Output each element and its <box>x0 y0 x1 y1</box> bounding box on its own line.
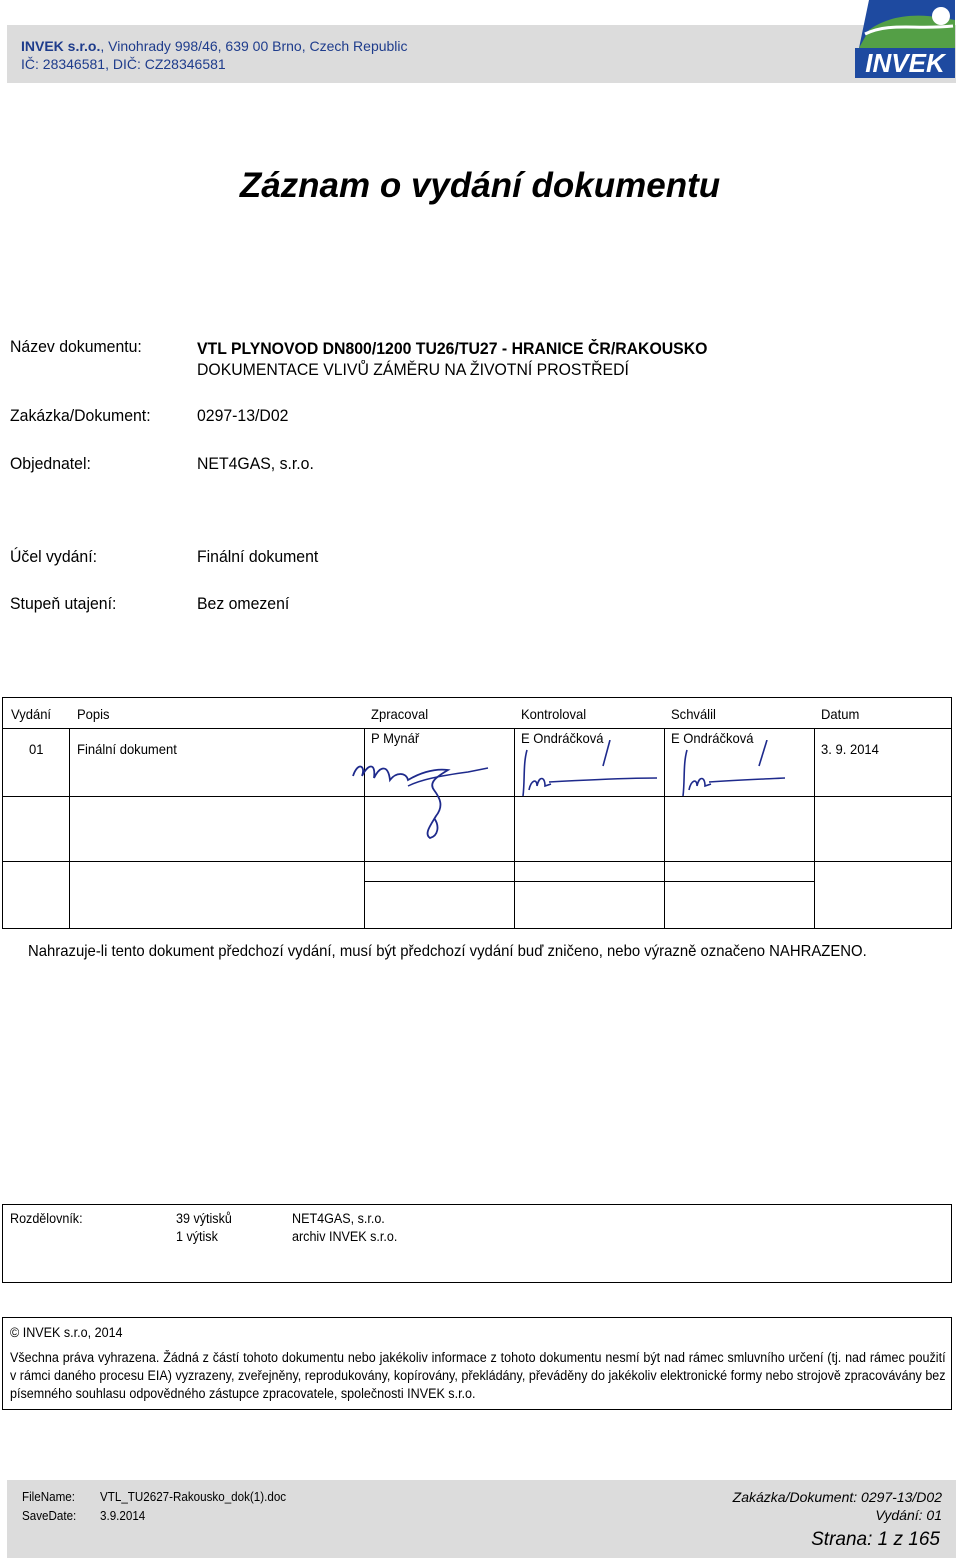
row-issue: 01 <box>29 741 44 757</box>
savedate-value: 3.9.2014 <box>100 1509 146 1523</box>
secrecy-value: Bez omezení <box>197 594 290 613</box>
row-checked: E Ondráčková <box>521 730 604 746</box>
col-date-header: Datum <box>821 706 860 722</box>
footer-edition: Vydání: 01 <box>875 1507 942 1523</box>
company-address: , Vinohrady 998/46, 639 00 Brno, Czech Republic <box>100 38 408 54</box>
document-name-line2: DOKUMENTACE VLIVŮ ZÁMĚRU NA ŽIVOTNÍ PROSTŘEDÍ <box>197 360 629 379</box>
col-prepared-header: Zpracoval <box>371 706 429 722</box>
company-name: INVEK s.r.o. <box>21 38 101 54</box>
invek-logo <box>855 0 955 78</box>
distribution-label: Rozdělovník: <box>10 1211 83 1226</box>
header-company <box>21 38 408 54</box>
header-band <box>7 25 956 83</box>
row-date: 3. 9. 2014 <box>821 741 879 757</box>
col-checked-header: Kontroloval <box>521 706 587 722</box>
row-description: Finální dokument <box>77 741 177 757</box>
signature-checked <box>515 740 665 800</box>
footer-order: Zakázka/Dokument: 0297-13/D02 <box>732 1489 942 1505</box>
order-label: Zakázka/Dokument: <box>10 406 151 425</box>
row-approved: E Ondráčková <box>671 730 754 746</box>
col-issue-header: Vydání <box>11 706 52 722</box>
document-name-label: Název dokumentu: <box>10 337 142 356</box>
col-description-header: Popis <box>77 706 110 722</box>
distribution-count-1: 39 výtisků <box>176 1211 232 1226</box>
row-prepared: P Mynář <box>371 730 420 746</box>
header-ids: IČ: 28346581, DIČ: CZ28346581 <box>21 56 226 72</box>
rights-text: Všechna práva vyhrazena. Žádná z částí tohoto dokumentu nebo jakékoliv informace z tohoto dokumentu nesmí být nad rámec smluvního určení (tj. nad rámec použití v rámci daného procesu EIA) vyzrazeny, zveřejněny, reprodukovány, kopírovány, překládány, převáděny do jakékoliv elektronické formy nebo strojově zpracovávány bez písemného souhlasu odpovědného zástupce zpracovatele, společnosti INVEK s.r.o. <box>10 1350 946 1401</box>
page-title: Záznam o vydání dokumentu <box>239 166 721 205</box>
issue-table <box>2 697 952 929</box>
client-label: Objednatel: <box>10 454 91 473</box>
distribution-count-2: 1 výtisk <box>176 1229 218 1244</box>
client-value: NET4GAS, s.r.o. <box>197 454 314 473</box>
order-value: 0297-13/D02 <box>197 406 289 425</box>
savedate-label: SaveDate: <box>22 1509 77 1523</box>
distribution-recipient-1: NET4GAS, s.r.o. <box>292 1211 385 1226</box>
col-approved-header: Schválil <box>671 706 716 722</box>
replacement-note: Nahrazuje-li tento dokument předchozí vydání, musí být předchozí vydání buď zničeno, nebo výrazně označeno NAHRAZENO. <box>28 943 867 960</box>
distribution-recipient-2: archiv INVEK s.r.o. <box>292 1229 398 1244</box>
logo-text: INVEK <box>865 48 945 78</box>
purpose-label: Účel vydání: <box>10 547 97 566</box>
secrecy-label: Stupeň utajení: <box>10 594 117 613</box>
filename-label: FileName: <box>22 1490 75 1504</box>
page-counter: Strana: 1 z 165 <box>811 1529 940 1550</box>
filename-value: VTL_TU2627-Rakousko_dok(1).doc <box>100 1490 287 1504</box>
signature-approved <box>665 740 815 800</box>
purpose-value: Finální dokument <box>197 547 319 566</box>
distribution-box <box>2 1204 952 1283</box>
document-name-line1: VTL PLYNOVOD DN800/1200 TU26/TU27 - HRANICE ČR/RAKOUSKO <box>197 339 708 358</box>
copyright-line: © INVEK s.r.o, 2014 <box>10 1325 123 1340</box>
signature-mynar <box>348 746 498 841</box>
